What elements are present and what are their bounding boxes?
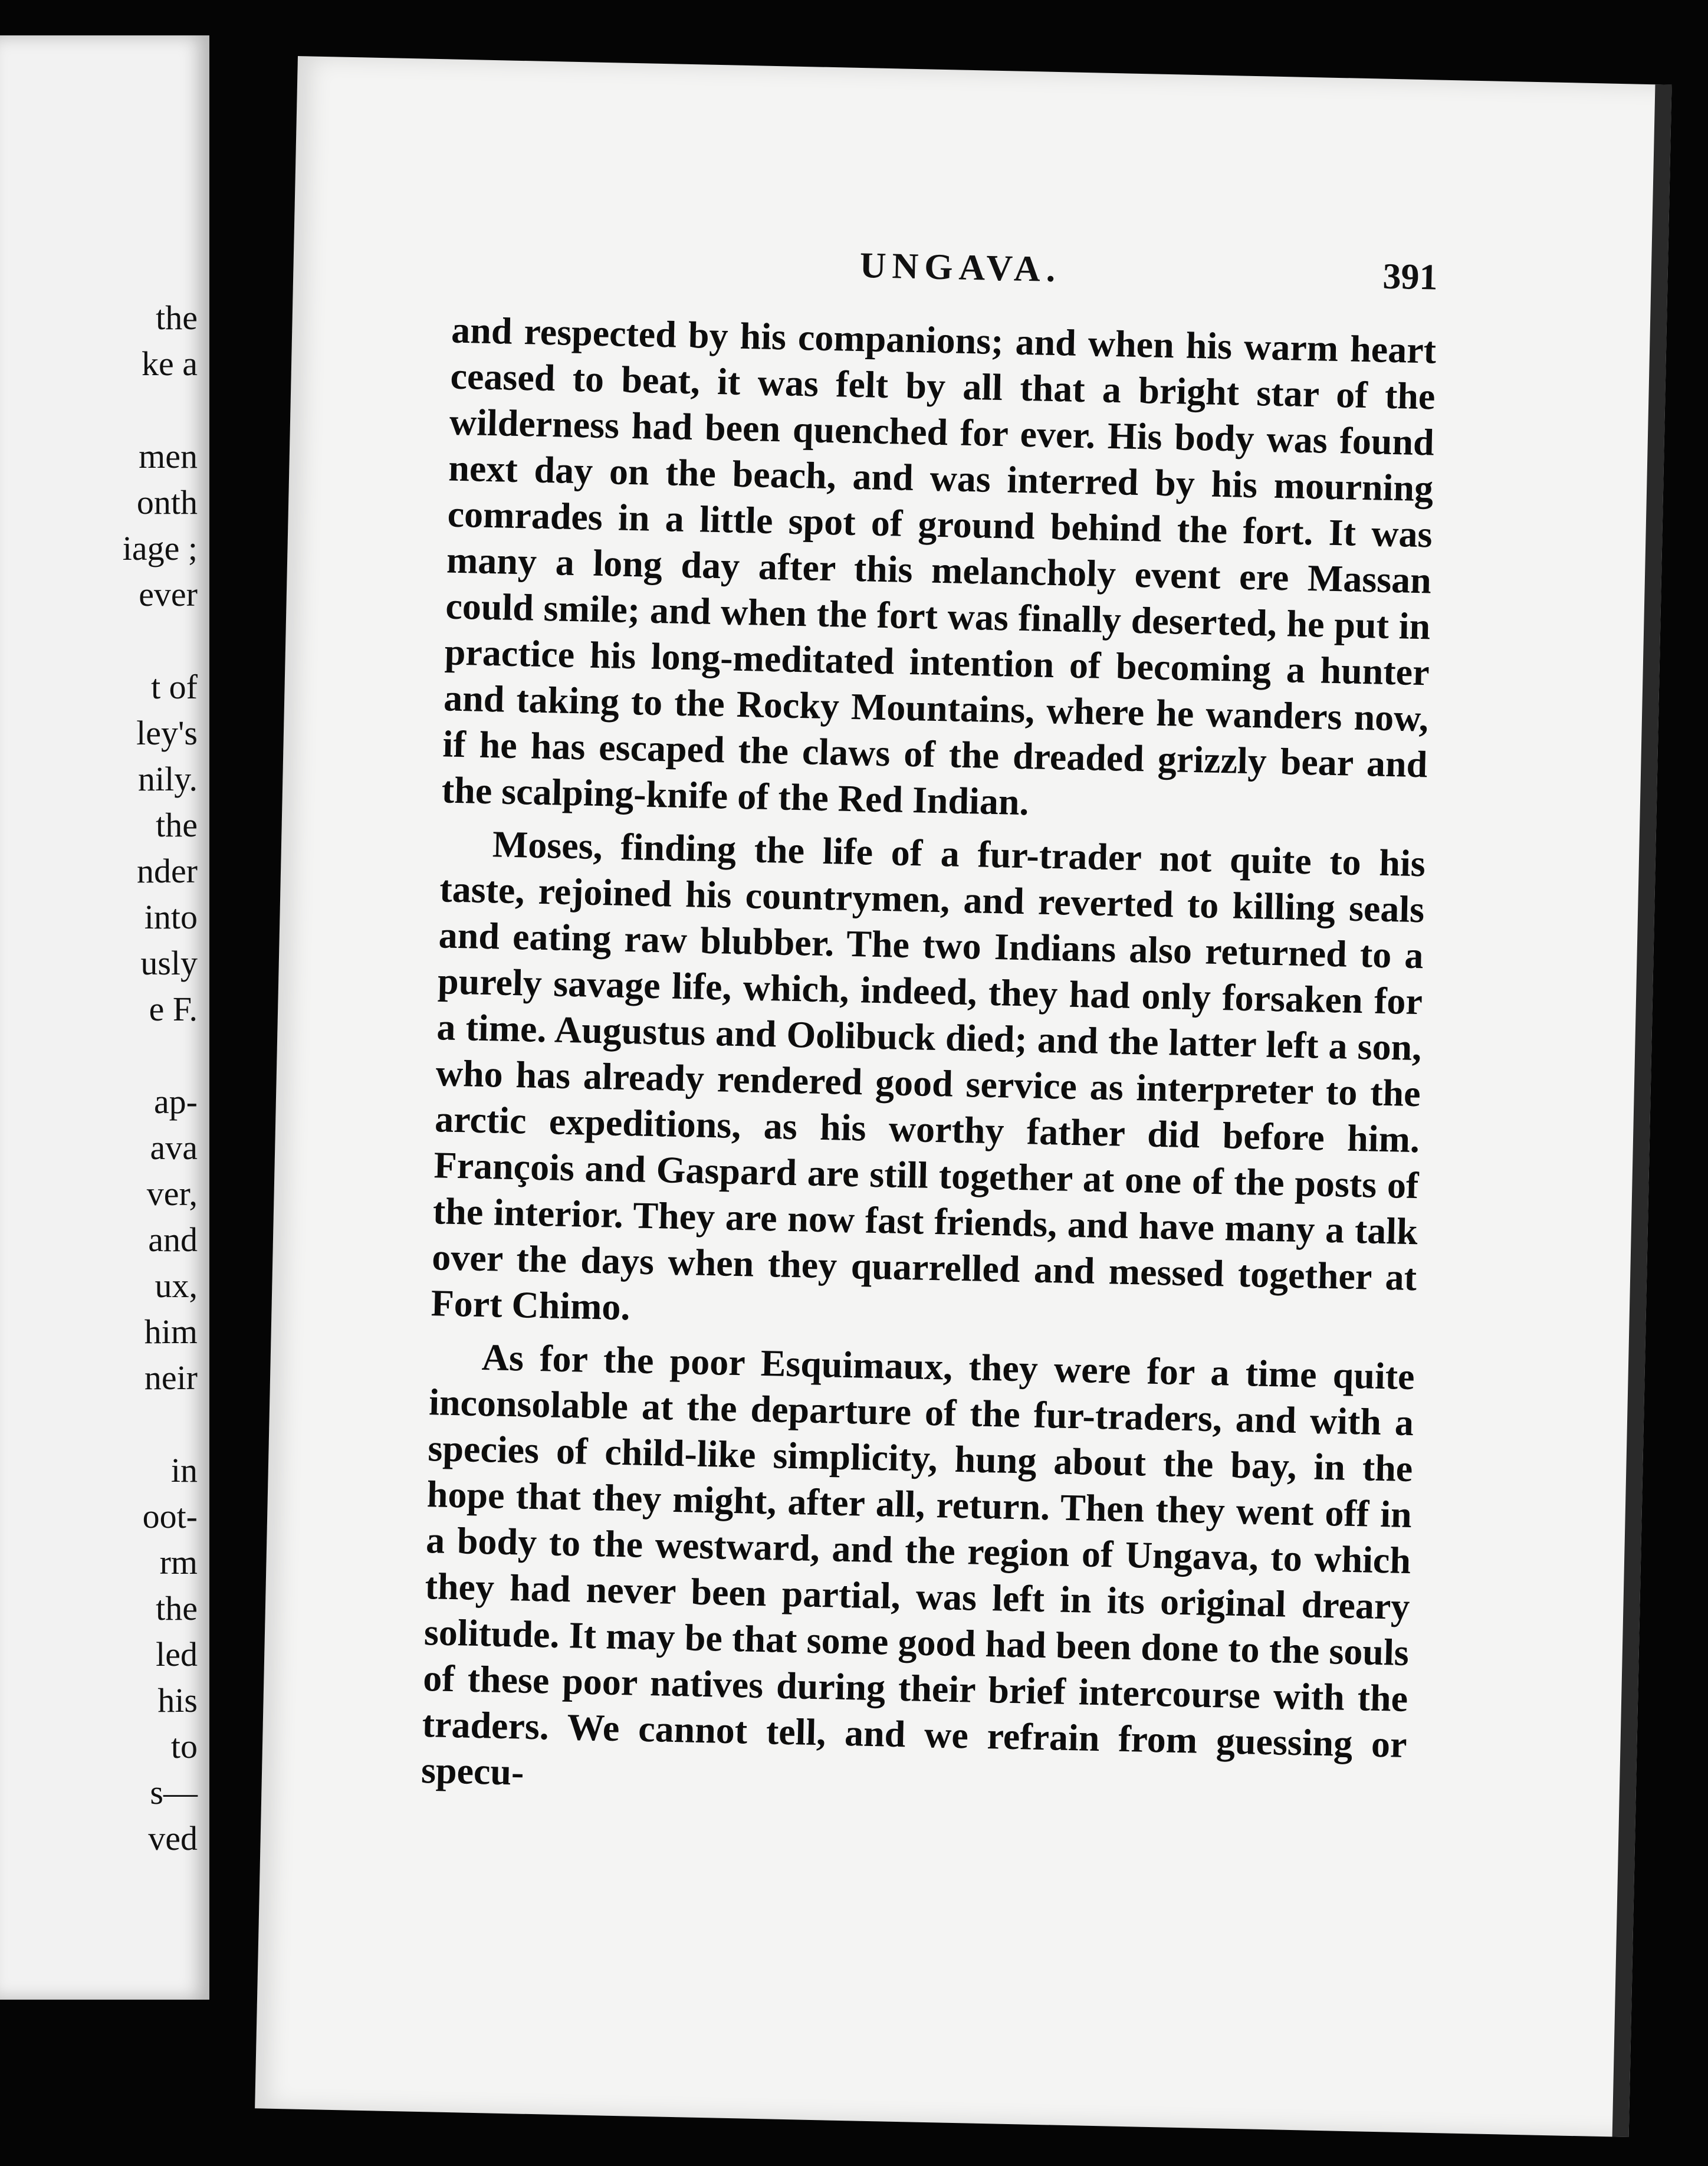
left-page-line: the (156, 806, 198, 844)
left-page-line: neir (144, 1358, 198, 1397)
left-page-line: ava (150, 1128, 198, 1167)
left-page-line: led (156, 1635, 198, 1673)
left-page-line: ux, (155, 1266, 198, 1305)
running-title: UNGAVA. (859, 245, 1062, 290)
left-page-line: nily. (138, 760, 198, 798)
paragraph: Moses, finding the life of a fur-trader not quite to his taste, rejoined his countrymen, and reverted to killing seals and eating raw blubber. The two Indians also returned to a purely savage life, which, indeed, they had only forsaken for a time. Augustus and Oolibuck died; and the latter left a son, who has already rendered good service as interpreter to the arctic expeditions, as his worthy father did before him. François and Gaspard are still together at one of the posts of the interior. They are now fast friends, and have many a talk over the days when they quarrelled and messed together at Fort Chimo. (431, 823, 1426, 1328)
paragraph: As for the poor Esquimaux, they were for a time quite inconsolable at the departure of the fur-traders, and with a species of child-like simplicity, hung about the bay, in the hope that they might, after all, return. Then they went off in a body to the westward, and the region of Ungava, to which they had never been partial, was left in its original dreary solitude. It may be that some good had been done to the souls of these poor natives during their brief intercourse with the traders. We cannot tell, and we refrain from guessing or specu- (421, 1336, 1415, 1793)
left-page-line: oot- (142, 1497, 198, 1535)
left-page-line: e F. (149, 990, 198, 1028)
left-page-line: ver, (146, 1174, 198, 1213)
left-page-line: s— (150, 1773, 198, 1811)
left-page-line: ap- (153, 1082, 198, 1121)
body-text (421, 307, 1437, 1821)
left-page-line: ever (139, 575, 198, 613)
left-page-line: and (148, 1220, 198, 1259)
page-edge (1612, 84, 1672, 2137)
left-page-line: ved (148, 1819, 198, 1857)
left-page-line: to (170, 1727, 198, 1765)
left-page-line: men (139, 437, 198, 475)
left-page-line: t of (151, 668, 198, 706)
left-page-line: nder (136, 852, 198, 890)
left-page-line: into (144, 898, 198, 936)
left-page-line: iage ; (122, 529, 198, 567)
left-page-line: the (156, 1589, 198, 1627)
left-page-line: in (170, 1451, 198, 1489)
paragraph: and respected by his companions; and when his warm heart ceased to beat, it was felt by all that a bright star of the wilderness had been quenched for ever. His body was found next day on the beach, and was interred by his mourning comrades in a little spot of ground behind the fort. It was many a long day after this melancholy event ere Massan could smile; and when the fort was finally deserted, he put in practice his long-meditated intention of becoming a hunter and taking to the Rocky Mountains, where he wanders now, if he has escaped the claws of the dreaded grizzly bear and the scalping-knife of the Red Indian. (441, 309, 1437, 823)
left-page-line: ke a (142, 344, 198, 383)
facing-page-left (0, 35, 209, 2000)
left-page-line: the (156, 298, 198, 337)
left-page-line: usly (140, 944, 198, 982)
left-page-line: ley's (136, 714, 198, 752)
book-page (255, 56, 1671, 2137)
page-number: 391 (1382, 256, 1438, 298)
left-page-line: rm (159, 1543, 198, 1581)
left-page-line: onth (136, 483, 198, 521)
left-page-line: his (157, 1681, 198, 1719)
left-page-line: him (144, 1312, 198, 1351)
page-header (859, 245, 1438, 304)
